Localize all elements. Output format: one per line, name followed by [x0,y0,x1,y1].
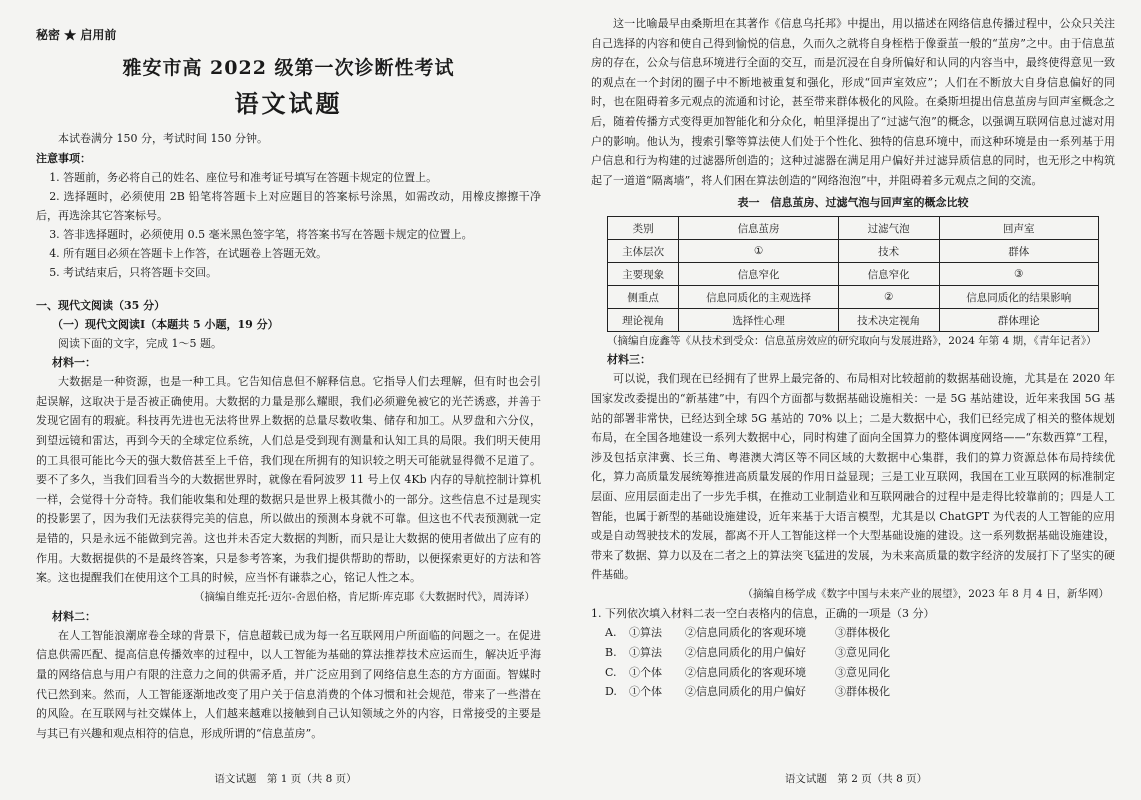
table-cell: ③ [939,263,1099,286]
material-3-text: 可以说，我们现在已经拥有了世界上最完备的、布局相对比较超前的数据基础设施，尤其是在 2020 年国家发改委提出的“新基建”中，有四个方面都与数据基础设施相关：一是 5G 基站建设，近年来我国 5G 基站的部署非常快，已经达到全球 5G 基站的 70% 以上；二是大数据中心，我们已经完成了相关的整体规划布局，在全国各地建设一系列大数据中心，同时构建了面向全国算力的整体调度网络——“东数西算”工程，涉及包括京津冀、长三角、粤港澳大湾区等不同区域的大数据中心集群，我们的算力资源总体布局持续优化，算力高质量发展统筹推进高质量发展的作用日益显现；三是工业互联网，我国在工业互联网的标准制定层面、应用层面走出了一步先手棋，在推动工业制造业和互联网融合的过程中是走得比较靠前的；四是人工智能，也属于新型的基础设施建设，近年来基于大语言模型，尤其是以 ChatGPT 为代表的人工智能的应用或是自动驾驶技术的发展，都离不开人工智能这样一个大型基础设施的建设。这一系列数据基础设施建设，带来了数据、算力以及在二者之上的算法突飞猛进的发展，为未来高质量的数字经济的发展打下了坚实的硬件基础。 [591,372,1115,582]
option-letter: A. [605,626,617,640]
material-2-text: 在人工智能浪潮席卷全球的背景下，信息超载已成为每一名互联网用户所面临的问题之一。在促进信息供需匹配、提高信息传播效率的过程中，以人工智能为基础的算法推荐技术应运而生，解决近乎海量的网络信息与用户有限的注意力之间的供需矛盾，并广泛应用到了网络信息生态的方方面面。智媒时代已然到来。然而，人工智能逐渐地改变了用户关于信息消费的个体习惯和社会规范，带来了一些潜在的风险。在互联网与社交媒体上，人们越来越难以接触到自己认知领域之外的内容，日常接受的主要是与其已有兴趣和观点相符的信息，形成所谓的“信息茧房”。 [36,628,541,740]
table-cell: 侧重点 [608,286,679,309]
option-part: ①算法 [629,626,662,640]
material-2-label: 材料二： [52,609,96,623]
option-part: ②信息同质化的用户偏好 [685,685,806,699]
subject-title: 语文试题 [234,89,343,118]
option-part: ③群体极化 [835,626,890,640]
table-source: （摘编自庞鑫等《从技术到受众：信息茧房效应的研究取向与发展进路》，2024 年第 4 期，《青年记者》） [607,335,1097,348]
option-part: ③群体极化 [835,685,890,699]
material-1-source: （摘编自维克托·迈尔-舍恩伯格，肯尼斯·库克耶《大数据时代》，周涛译） [194,590,535,603]
table-cell: 信息窄化 [679,263,838,286]
page-footer-left: 语文试题 第 1 页（共 8 页） [214,773,357,785]
table-cell: 信息同质化的主观选择 [679,286,838,309]
option-part: ①个体 [629,665,662,679]
option-part: ③意见同化 [835,665,890,679]
table-cell: 理论视角 [608,309,679,332]
material-1-label: 材料一： [52,356,96,370]
page-footer-right: 语文试题 第 2 页（共 8 页） [784,773,928,785]
table-cell: 群体理论 [939,309,1099,332]
table-cell: 信息茧房 [679,217,838,240]
table-header-row [608,217,1099,240]
subsection-heading: （一）现代文阅读Ⅰ（本题共 5 小题，19 分） [52,317,279,331]
table-cell: 主体层次 [608,240,679,263]
table-cell: 选择性心理 [679,309,838,332]
table-row [608,309,1099,332]
section-heading: 一、现代文阅读（35 分） [36,298,166,312]
table-cell: 技术决定视角 [838,309,939,332]
table-cell: 信息同质化的结果影响 [939,286,1099,309]
note-item: 4. 所有题目必须在答题卡上作答，在试题卷上答题无效。 [49,246,328,260]
note-item: 2. 选择题时，必须使用 2B 铅笔将答题卡上对应题目的答案标号涂黑，如需改动，用橡皮擦擦干净后，再选涂其它答案标号。 [36,189,541,222]
table-cell: 技术 [838,240,939,263]
table-cell: ① [679,240,838,263]
option-letter: C. [605,665,617,679]
option-d [591,682,1115,702]
option-c [591,663,1115,683]
table-cell: 群体 [939,240,1099,263]
option-letter: D. [605,685,617,699]
table-cell: 类别 [608,217,679,240]
option-part: ③意见同化 [835,646,890,660]
exam-intro: 本试卷满分 150 分，考试时间 150 分钟。 [58,132,268,145]
material-3-source: （摘编自杨学成《数字中国与未来产业的展望》，2023 年 8 月 4 日，新华网） [742,587,1109,600]
table-row [608,240,1099,263]
option-part: ②信息同质化的客观环境 [685,626,806,640]
option-part: ②信息同质化的客观环境 [685,665,806,679]
exam-title: 雅安市高 2022 级第一次诊断性考试 [122,57,455,79]
table-title: 表一 信息茧房、过滤气泡与回声室的概念比较 [737,196,969,210]
table-cell: 信息窄化 [838,263,939,286]
table-cell: 回声室 [939,217,1099,240]
material-2-continued: 这一比喻最早由桑斯坦在其著作《信息乌托邦》中提出，用以描述在网络信息传播过程中，公众只关注自己选择的内容和使自己得到愉悦的信息，久而久之就将自身桎梏于像蚕茧一般的“茧房”之中。由于信息茧房的存在，公众与信息环境进行全面的交互，而是沉浸在自身所偏好和认同的内容当中，最终使得意见一致的观点在一个封闭的圈子中不断地被重复和强化，形成“回声室效应”；人们在不断放大自身信息偏好的同时，也在阻碍着多元观点的流通和讨论，甚至带来群体极化的风险。在桑斯坦提出信息茧房与回声室概念之后，随着传播方式变得更加智能化和分众化，帕里泽提出了“过滤气泡”的概念，以强调互联网信息过滤对用户的影响。他认为，搜索引擎等算法使人们处于个性化、独特的信息环境中，而这种环境是由一系列基于用户信息和行为构建的过滤器所创造的；这种过滤器在满足用户偏好并过滤异质信息的同时，也无形之中构筑起了一道道“隔离墙”，将人们困在算法创造的“网络泡泡”中，并阻碍着多元观点之间的交流。 [591,17,1115,187]
page-right [571,0,1141,800]
secret-label: 秘密 ★ 启用前 [36,28,117,42]
option-b [591,643,1115,663]
concept-comparison-table [607,216,1099,332]
note-item: 1. 答题前，务必将自己的姓名、座位号和准考证号填写在答题卡规定的位置上。 [49,170,438,184]
option-part: ②信息同质化的用户偏好 [685,646,806,660]
option-letter: B. [605,646,617,660]
option-part: ①个体 [629,685,662,699]
option-a [591,623,1115,643]
question-1: 1. 下列依次填入材料二表一空白表格内的信息，正确的一项是（3 分） [591,606,935,620]
note-item: 5. 考试结束后，只将答题卡交回。 [49,265,218,279]
material-1-text: 大数据是一种资源，也是一种工具。它告知信息但不解释信息。它指导人们去理解，但有时也会引起误解，这取决于是否被正确使用。大数据的力量是那么耀眼，我们必须避免被它的光芒诱惑，并善于发现它固有的瑕疵。科技再先进也无法将世界上数据的总量尽数收集、储存和加工。从罗盘和六分仪，到望远镜和雷达，再到今天的全球定位系统，人们总是受到现有测量和认知工具的局限。我们明天使用的工具很可能比今天的强大数倍甚至上千倍，我们现在所拥有的知识较之明天可能就显得微不足道了。要不了多久，当我们回看当今的大数据世界时，就像在看阿波罗 11 号上仅 4Kb 内存的导航控制计算机一样，会觉得十分奇特。我们能收集和处理的数据只是世界上极其微小的一部分。这些信息不过是现实的投影罢了，因为我们无法获得完美的信息，所以做出的预测本身就不可靠。但这也不代表预测就一定是错的，只是永远不能做到完善。这也并未否定大数据的判断，而只是让大数据的使用者做出了应有的作用。大数据提供的不是最终答案，只是参考答案，为我们提供帮助的帮助，以便探索更好的方法和答案。这也提醒我们在使用这个工具的时候，应当怀有谦恭之心，铭记人性之本。 [36,375,541,585]
option-part: ①算法 [629,646,662,660]
notes-heading: 注意事项： [36,151,91,165]
material-3-label: 材料三： [607,353,651,367]
reading-instruction: 阅读下面的文字，完成 1～5 题。 [58,336,222,350]
table-row [608,286,1099,309]
note-item: 3. 答非选择题时，必须使用 0.5 毫米黑色签字笔，将答案书写在答题卡规定的位置上。 [49,227,473,241]
table-cell: ② [838,286,939,309]
table-cell: 过滤气泡 [838,217,939,240]
table-row [608,263,1099,286]
table-cell: 主要现象 [608,263,679,286]
